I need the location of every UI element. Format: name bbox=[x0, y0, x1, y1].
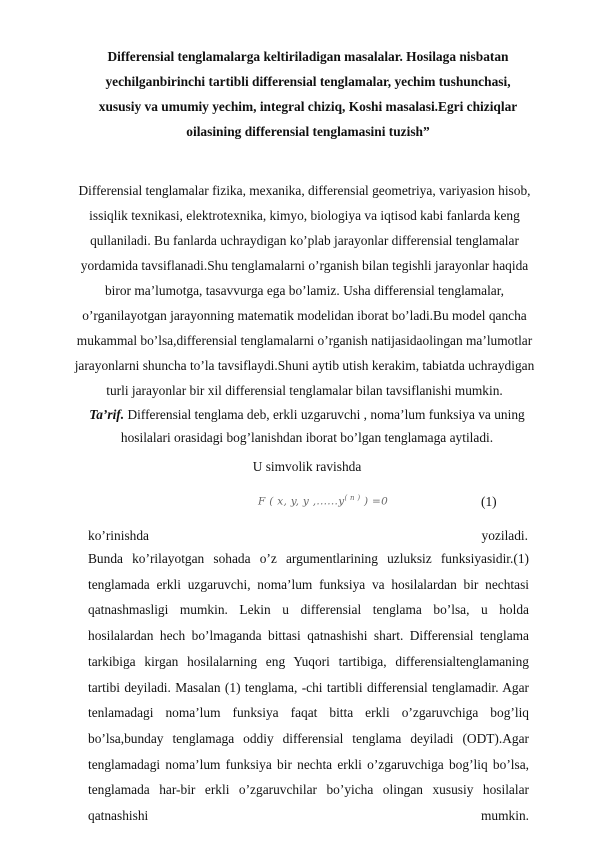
equation-number: (1) bbox=[481, 494, 497, 509]
definition-paragraph bbox=[82, 403, 532, 449]
equation-main: F ( x, y, y ,......y bbox=[258, 495, 345, 508]
symbolic-intro: U simvolik ravishda bbox=[252, 459, 362, 474]
definition-text: Differensial tenglama deb, erkli uzgaruvchi , noma’lum funksiya va uning hosilalari orasidagi bog’lanishdan iborat bo’lgan tenglamaga aytiladi. bbox=[120, 407, 525, 445]
equation bbox=[258, 494, 388, 508]
definition-term: Ta’rif. bbox=[89, 407, 125, 422]
intro-paragraph: Differensial tenglamalar fizika, mexanika, differensial geometriya, variyasion hisob, issiqlik texnikasi, elektrotexnika, kimyo, biologiya va iqtisod kabi fanlarda keng qullaniladi. Bu fanlarda uchraydigan ko’plab jarayonlar differensial tenglamalar yordamida tavsiflanadi.Shu tenglamalarni o’rganish bilan tegishli jarayonlar haqida biror ma’lumotga, tasavvurga ega bo’lamiz. Usha differensial tenglamalar, o’rganilayotgan jarayonning matematik modelidan iborat bo’ladi.Bu model qancha mukammal bo’lsa,differensial tenglamalarni o’rganish natijasidaolingan ma’lumotlar jarayonlarni shuncha to’la tavsiflaydi.Shuni aytib utish kerakim, tabiatda uchraydigan turli jarayonlar bir xil differensial tenglamalar bilan tavsiflanishi mumkin. bbox=[74, 183, 535, 398]
body-paragraph: Bunda ko’rilayotgan sohada o’z argumentlarining uzluksiz funksiyasidir.(1) tenglamada erkli uzgaruvchi, noma’lum funksiya va hosilalardan bir nechtasi qatnashmasligi mumkin. Lekin u differensial tenglama bo’lsa, u holda hosilalardan hech bo’lmaganda bittasi qatnashishi shart. Differensial tenglama tarkibiga kirgan hosilalarning eng Yuqori tartibiga, differensialtenglamaning tartibi deyiladi. Masalan (1) tenglama, -chi tartibli differensial tenglamadir. Agar tenlamadagi noma’lum funksiya faqat bitta erkli o’zgaruvchiga bog’liq bo’lsa,bunday tenglamaga oddiy differensial tenglama deyiladi (ODT).Agar tenglamadagi noma’lum funksiya bir nechta erkli o’zgaruvchiga bog’liq bo’lsa, tenglamada har-bir erkli o’zgaruvchilar bo’yicha olingan xususiy hosilalar qatnashishi mumkin. bbox=[88, 551, 529, 824]
form-line-left: ko’rinishda bbox=[88, 528, 149, 543]
equation-superscript: ( n ) bbox=[344, 494, 361, 502]
form-line-right: yoziladi. bbox=[481, 528, 528, 543]
document-title: Differensial tenglamalarga keltiriladigan masalalar. Hosilaga nisbatan yechilganbirinchi tartibli differensial tenglamalar, yechim tushunchasi, xususiy va umumiy yechim, integral chiziq, Koshi masalasi.Egri chiziqlar oilasining differensial tenglamasini tuzish” bbox=[98, 49, 518, 139]
equation-tail: ) =0 bbox=[360, 495, 389, 508]
